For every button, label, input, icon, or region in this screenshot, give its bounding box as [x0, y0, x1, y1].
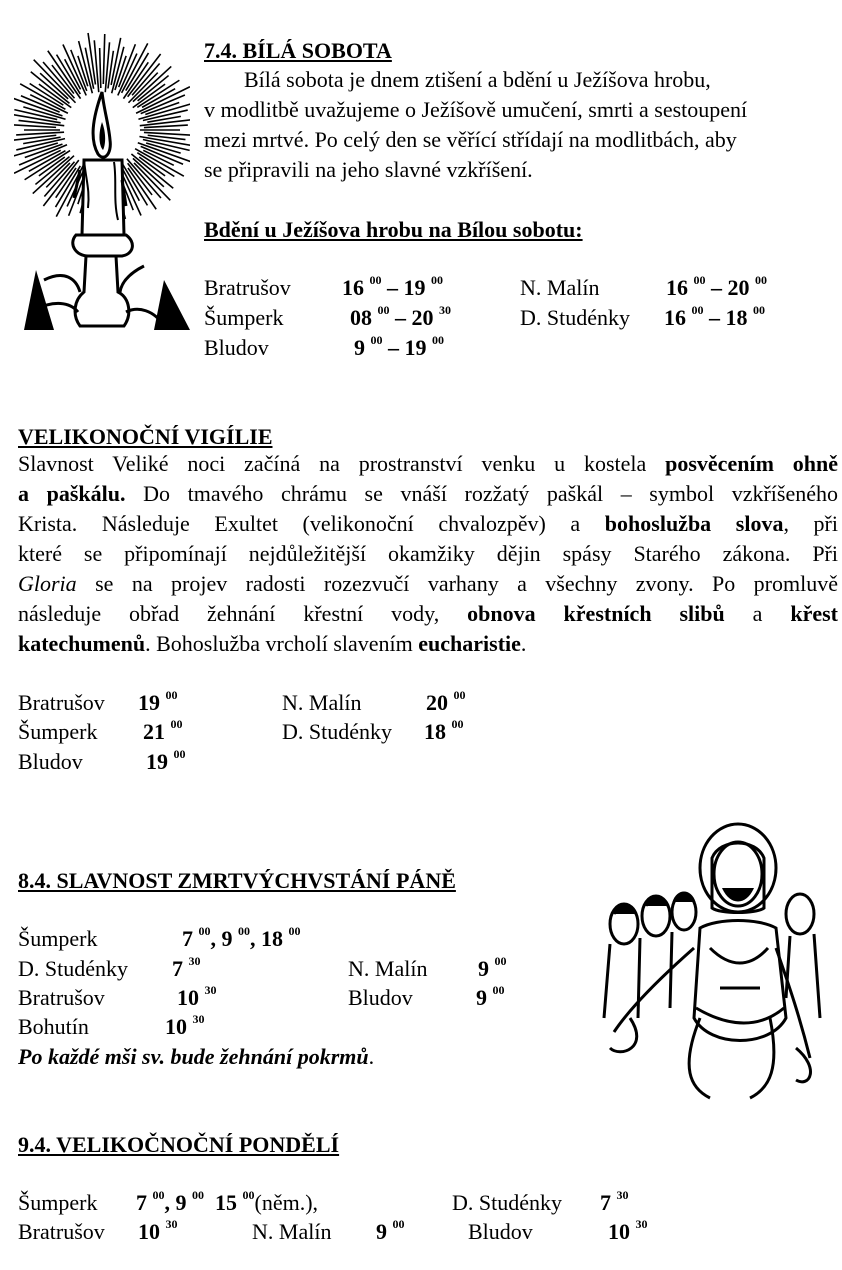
- time: 18 $^{00}$: [424, 717, 464, 744]
- schedule-row: Šumperk: [18, 719, 98, 744]
- paragraph-line: které se připomínají nejdůležitější okamžiky dějin spásy Starého zákona. Při: [18, 541, 838, 566]
- schedule-row: D. Studénky: [282, 719, 392, 744]
- schedule-row: D. Studénky: [520, 305, 630, 330]
- schedule-row: N. Malín: [282, 690, 362, 715]
- time: 19 $^{00}$: [138, 688, 178, 715]
- time-range: 08 $^{00}$ – 20 $^{30}$: [350, 303, 451, 330]
- schedule-row: D. Studénky: [452, 1190, 562, 1215]
- time: 10 $^{30}$: [138, 1217, 178, 1244]
- candle-ray: [100, 48, 101, 88]
- time: 10 $^{30}$: [165, 1012, 205, 1039]
- schedule-row: N. Malín: [348, 956, 428, 981]
- section-heading-white-saturday: 7.4. BÍLÁ SOBOTA: [204, 38, 392, 63]
- time: 10 $^{30}$: [177, 983, 217, 1010]
- time-range: 9 $^{00}$ – 19 $^{00}$: [354, 333, 444, 360]
- time: 9 $^{00}$: [478, 954, 507, 981]
- time: 7 $^{30}$: [600, 1188, 629, 1215]
- time: 9 $^{00}$: [376, 1217, 405, 1244]
- candle-ray: [138, 143, 190, 162]
- candle-ray: [144, 125, 188, 128]
- paragraph-line: následuje obřad žehnání křestní vody, obnova křestních slibů a křest: [18, 601, 839, 626]
- schedule-row: N. Malín: [520, 275, 600, 300]
- paragraph-line: Slavnost Veliké noci začíná na prostranství venku u kostela posvěcením ohně: [18, 451, 838, 476]
- schedule-row: N. Malín: [252, 1219, 332, 1244]
- time-range: 16 $^{00}$ – 18 $^{00}$: [664, 303, 765, 330]
- time: 10 $^{30}$: [608, 1217, 648, 1244]
- schedule-row: Bratrušov: [204, 275, 291, 300]
- candle-illustration: [14, 30, 190, 330]
- candle-ray: [14, 135, 56, 140]
- paragraph-line: a paškálu. Do tmavého chrámu se vnáší rozžatý paškál – symbol vzkříšeného: [18, 481, 838, 506]
- paragraph-line: Bílá sobota je dnem ztišení a bdění u Ježíšova hrobu,: [244, 67, 711, 92]
- section-heading-easter-sunday: 8.4. SLAVNOST ZMRTVÝCHVSTÁNÍ PÁNĚ: [18, 868, 456, 893]
- candle-ray: [103, 34, 104, 84]
- time: 7 $^{30}$: [172, 954, 201, 981]
- schedule-row: Šumperk: [18, 1190, 98, 1215]
- paragraph-line: se připravili na jeho slavné vzkříšení.: [204, 157, 533, 182]
- schedule-row: Šumperk: [204, 305, 284, 330]
- section-heading-easter-vigil: VELIKONOČNÍ VIGÍLIE: [18, 424, 273, 449]
- paragraph-line: katechumenů. Bohoslužba vrcholí slavením eucharistie.: [18, 631, 527, 656]
- schedule-row: Bratrušov: [18, 985, 105, 1010]
- candle-ray: [119, 44, 136, 87]
- schedule-row: Bratrušov: [18, 1219, 105, 1244]
- schedule-row: Bludov: [348, 985, 413, 1010]
- time: 9 $^{00}$: [476, 983, 505, 1010]
- time: 7 $^{00}$, 9 $^{00}$, 18 $^{00}$: [182, 924, 301, 951]
- time: 19 $^{00}$: [146, 747, 186, 774]
- paragraph-line: mezi mrtvé. Po celý den se věřící střídají na modlitbách, aby: [204, 127, 737, 152]
- time: 20 $^{00}$: [426, 688, 466, 715]
- schedule-row: Bludov: [18, 749, 83, 774]
- time-range: 16 $^{00}$ – 20 $^{00}$: [666, 273, 767, 300]
- candle-ray: [14, 125, 56, 128]
- blessing-note: Po každé mši sv. bude žehnání pokrmů.: [18, 1044, 375, 1069]
- schedule-row: Bratrušov: [18, 690, 105, 715]
- paragraph-line: Gloria se na projev radosti rozezvučí varhany a všechny zvony. Po promluvě: [18, 571, 838, 596]
- time: 7 $^{00}$, 9 $^{00}$ 15 $^{00}$(něm.),: [136, 1188, 319, 1215]
- schedule-row: Bludov: [204, 335, 269, 360]
- schedule-row: Šumperk: [18, 926, 98, 951]
- time-range: 16 $^{00}$ – 19 $^{00}$: [342, 273, 443, 300]
- schedule-row: Bohutín: [18, 1014, 89, 1039]
- candle-ray: [16, 132, 64, 135]
- time: 21 $^{00}$: [143, 717, 183, 744]
- subheading-vigil-at-tomb: Bdění u Ježíšova hrobu na Bílou sobotu:: [204, 217, 583, 242]
- section-heading-easter-monday: 9.4. VELIKOČNOČNÍ PONDĚLÍ: [18, 1132, 340, 1157]
- paragraph-line: Krista. Následuje Exultet (velikonoční chvalozpěv) a bohoslužba slova, při: [18, 511, 838, 536]
- schedule-row: Bludov: [468, 1219, 533, 1244]
- schedule-row: D. Studénky: [18, 956, 128, 981]
- paragraph-line: v modlitbě uvažujeme o Ježíšově umučení, smrti a sestoupení: [204, 97, 748, 122]
- risen-christ-illustration: [600, 818, 826, 1100]
